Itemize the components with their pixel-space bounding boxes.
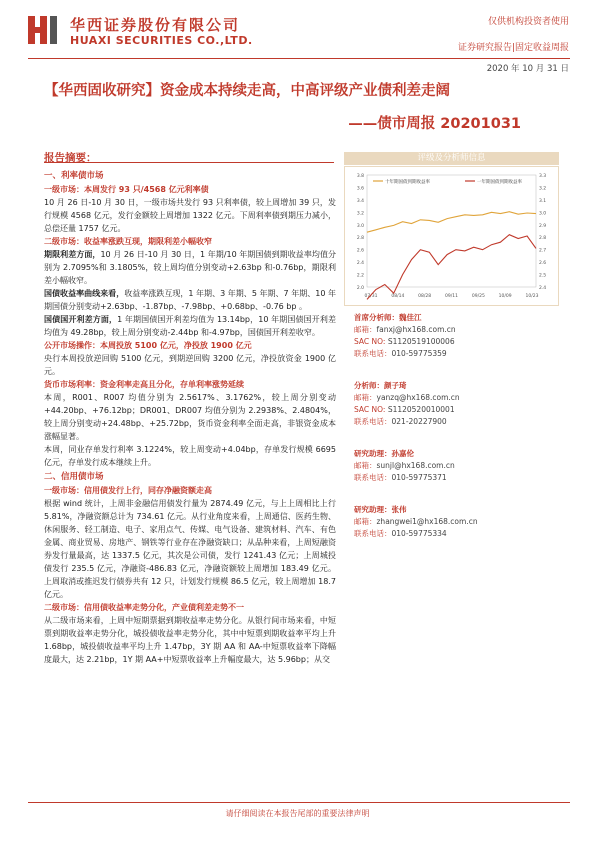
analyst-card xyxy=(354,380,559,428)
company-logo-icon xyxy=(28,14,58,46)
analyst-name: 张伟 xyxy=(391,505,407,514)
y-right-tick-label: 2.9 xyxy=(539,223,547,229)
analyst-contact-row xyxy=(354,336,559,348)
y-right-tick-label: 2.5 xyxy=(539,273,547,279)
analyst-role: 分析师： xyxy=(354,381,384,390)
contact-value: fanxj@hx168.com.cn xyxy=(376,325,456,334)
analyst-name: 颜子琦 xyxy=(384,381,407,390)
subsection-heading: 货币市场利率：资金利率走高且分化，存单利率涨势延续 xyxy=(44,380,244,389)
legend-label: 十年期国债到期收益率 xyxy=(385,180,430,185)
contact-value: 010-59775359 xyxy=(391,349,447,358)
y-right-tick-label: 2.6 xyxy=(539,261,547,267)
audience-tag: 仅供机构投资者使用 xyxy=(487,17,569,27)
y-left-tick-label: 2.2 xyxy=(356,273,364,279)
y-left-tick-label: 3.4 xyxy=(356,198,364,204)
section-heading: 二、信用债市场 xyxy=(44,472,104,482)
paragraph: 央行本周投放逆回购 5100 亿元，到期逆回购 3200 亿元，净投放资金 1900 亿元。 xyxy=(44,354,336,376)
subsection-heading: 一级市场：信用债发行上行，同存净融资额走高 xyxy=(44,486,212,495)
analyst-role: 研究助理： xyxy=(354,449,392,458)
paragraph: 从二级市场来看，上周中短期票据到期收益率走势分化。从银行间市场来看，中短票到期收益率走势分化，城投债收益率走势分化，其中中短票到期收益率平均上升 1.68bp，城投债收益率平均上升 1.47bp，3Y 期 AA 和 AA-中短票收益率下降幅度最大，达 2.21bp，1Y 期 AA+中短票收益率上升幅度最大，达 5.96bp；从交 xyxy=(44,616,336,664)
x-tick-label: 08/14 xyxy=(391,294,405,299)
paragraph-lead: 期限利差方面， xyxy=(44,250,101,259)
contact-label: SAC NO: xyxy=(354,405,388,414)
contact-label: 邮箱： xyxy=(354,393,377,402)
contact-label: 联系电话： xyxy=(354,473,392,482)
subsection-heading: 公开市场操作：本周投放 5100 亿元，净投放 1900 亿元 xyxy=(44,341,252,350)
y-right-tick-label: 3.2 xyxy=(539,186,547,192)
y-left-tick-label: 2.8 xyxy=(356,236,364,242)
analyst-contact-row xyxy=(354,528,559,540)
paragraph xyxy=(44,313,336,339)
paragraph-text: 10 月 26 日-10 月 30 日，1 年期/10 年期国债到期收益率均值分别为 2.7095%和 3.1805%，较上周均值分别变动+2.63bp 和-0.76bp，期限利差小幅收窄。 xyxy=(44,250,337,285)
report-type-tag: 证券研究报告|固定收益周报 xyxy=(457,43,569,53)
paragraph: 根据 wind 统计，上周非金融信用债发行量为 2874.49 亿元，与上上周相比上行 5.81%，净融资额总计为 734.61 亿元。从行业角度来看，上周通信、医药生物、休闲服务、轻工制造、电子、家用点气、传媒、电气设备、建筑材料、汽车、有色金属、商业贸易、房地产、钢铁等行业存在净融资缺口；从品种来看，上周短融资券发行量最高，达 1337.5 亿元，其次是公司债，发行 1241.43 亿元；上周城投债发行 235.5 亿元，净融资-486.83 亿元，净融资额较上周增加 183.49 亿元。上周取消或推迟发行债券共有 12 只，计划发行规模 86.5 亿元，较上周增加 18.7 亿元。 xyxy=(44,499,336,599)
series-line xyxy=(364,235,536,300)
contact-label: 联系电话： xyxy=(354,417,392,426)
y-right-tick-label: 2.7 xyxy=(539,248,547,254)
x-tick-label: 07/31 xyxy=(364,294,378,299)
analyst-contact-row xyxy=(354,516,559,528)
contact-value: yanzq@hx168.com.cn xyxy=(376,393,460,402)
contact-label: SAC NO: xyxy=(354,337,388,346)
analyst-role: 首席分析师： xyxy=(354,313,399,322)
analyst-name: 孙嘉伦 xyxy=(391,449,414,458)
y-left-tick-label: 3.6 xyxy=(356,186,364,192)
x-tick-label: 09/11 xyxy=(445,294,458,299)
subsection-heading: 二级市场：信用债收益率走势分化，产业债利差走势不一 xyxy=(44,603,244,612)
paragraph: 本周，同业存单发行利率 3.1224%，较上周变动+4.04bp，存单发行规模 6695 亿元，存单发行成本继续上升。 xyxy=(44,445,336,467)
report-title: 【华西固收研究】资金成本持续走高，中高评级产业债利差走阔 xyxy=(44,83,450,99)
legend-label: 一年期国债到期收益率 xyxy=(477,180,522,185)
contact-label: 联系电话： xyxy=(354,529,392,538)
analyst-contact-row xyxy=(354,416,559,428)
contact-value: 021-20227900 xyxy=(391,417,447,426)
y-right-tick-label: 3.3 xyxy=(539,174,547,179)
contact-value: sunjl@hx168.com.cn xyxy=(376,461,455,470)
panel-title: 评级及分析师信息 xyxy=(344,152,559,165)
paragraph-lead: 国债收益率曲线来看， xyxy=(44,289,125,298)
analyst-card xyxy=(354,448,559,484)
analyst-contact-row xyxy=(354,324,559,336)
y-left-tick-label: 3.0 xyxy=(356,223,364,229)
x-tick-label: 08/28 xyxy=(418,294,432,299)
analyst-heading xyxy=(354,448,559,460)
analyst-heading xyxy=(354,380,559,392)
y-right-tick-label: 3.1 xyxy=(539,198,547,204)
analyst-card xyxy=(354,312,559,360)
summary-label: 报告摘要： xyxy=(44,152,97,164)
header-divider xyxy=(28,58,570,59)
y-left-tick-label: 2.6 xyxy=(356,248,364,254)
report-subtitle: ——债市周报 20201031 xyxy=(348,116,521,132)
yield-chart xyxy=(344,166,559,306)
analyst-card xyxy=(354,504,559,540)
contact-label: 邮箱： xyxy=(354,325,377,334)
contact-value: S1120520010001 xyxy=(387,405,455,414)
y-left-tick-label: 3.8 xyxy=(356,174,364,179)
analyst-contact-row xyxy=(354,392,559,404)
paragraph: 10 月 26 日-10 月 30 日，一级市场共发行 93 只利率债，较上周增加 39 只，发行规模 4568 亿元，发行金额较上周增加 1322 亿元。下周利率债到期压力减小，总偿还量 1757 亿元。 xyxy=(44,198,336,233)
analyst-role: 研究助理： xyxy=(354,505,392,514)
analyst-heading xyxy=(354,312,559,324)
plot-area xyxy=(367,175,536,287)
analyst-contact-row xyxy=(354,348,559,360)
y-right-tick-label: 2.8 xyxy=(539,236,547,242)
paragraph xyxy=(44,287,336,313)
series-line xyxy=(367,212,536,233)
footer-divider xyxy=(28,802,570,803)
analyst-contact-row xyxy=(354,472,559,484)
x-tick-label: 10/23 xyxy=(525,294,539,299)
company-name-en: HUAXI SECURITIES CO.,LTD. xyxy=(70,34,253,47)
y-left-tick-label: 2.0 xyxy=(356,286,364,291)
contact-label: 邮箱： xyxy=(354,517,377,526)
x-tick-label: 09/25 xyxy=(471,294,485,299)
summary-divider xyxy=(44,162,334,163)
yield-chart-svg xyxy=(345,167,558,305)
paragraph-text: 1 年期国债国开利差均值为 13.14bp，10 年期国债国开利差均值为 49.28bp，较上周分别变动-2.44bp 和-4.97bp，国债国开利差收窄。 xyxy=(44,315,336,337)
x-tick-label: 10/09 xyxy=(498,294,512,299)
contact-label: 邮箱： xyxy=(354,461,377,470)
subsection-heading: 二级市场：收益率涨跌互现，期限利差小幅收窄 xyxy=(44,237,212,246)
report-date: 2020 年 10 月 31 日 xyxy=(486,64,569,74)
analyst-name: 魏佳江 xyxy=(399,313,422,322)
contact-value: 010-59775334 xyxy=(391,529,447,538)
paragraph xyxy=(44,248,336,287)
contact-value: zhangwei1@hx168.com.cn xyxy=(376,517,478,526)
paragraph-lead: 国债国开利差方面， xyxy=(44,315,118,324)
company-name-cn: 华西证券股份有限公司 xyxy=(70,16,241,34)
legal-notice: 请仔细阅读在本报告尾部的重要法律声明 xyxy=(225,809,370,818)
analyst-contact-row xyxy=(354,404,559,416)
y-right-tick-label: 3.0 xyxy=(539,211,547,217)
y-left-tick-label: 3.2 xyxy=(356,211,364,217)
y-left-tick-label: 2.4 xyxy=(356,261,364,267)
contact-value: S1120519100006 xyxy=(387,337,455,346)
summary-body xyxy=(44,168,336,666)
section-heading: 一、利率债市场 xyxy=(44,171,104,181)
subsection-heading: 一级市场：本周发行 93 只/4568 亿元利率债 xyxy=(44,185,209,194)
paragraph-text: 收益率涨跌互现，1 年期、3 年期、5 年期、7 年期、10 年期国债分别变动+2.63bp、-1.87bp、-7.98bp、+0.68bp、-0.76 bp 。 xyxy=(44,289,336,311)
contact-value: 010-59775371 xyxy=(391,473,447,482)
analyst-list xyxy=(354,312,559,560)
analyst-contact-row xyxy=(354,460,559,472)
analyst-heading xyxy=(354,504,559,516)
y-right-tick-label: 2.4 xyxy=(539,286,547,291)
paragraph: 本周，R001、R007 均值分别为 2.5617%、3.1762%，较上周分别变动+44.20bp、+76.12bp；DR001、DR007 均值分别为 2.2938%、2.4804%，较上周分别变动+24.48bp、+25.72bp，货币资金利率全面走高，非银资金成本涨幅显著。 xyxy=(44,393,336,441)
contact-label: 联系电话： xyxy=(354,349,392,358)
